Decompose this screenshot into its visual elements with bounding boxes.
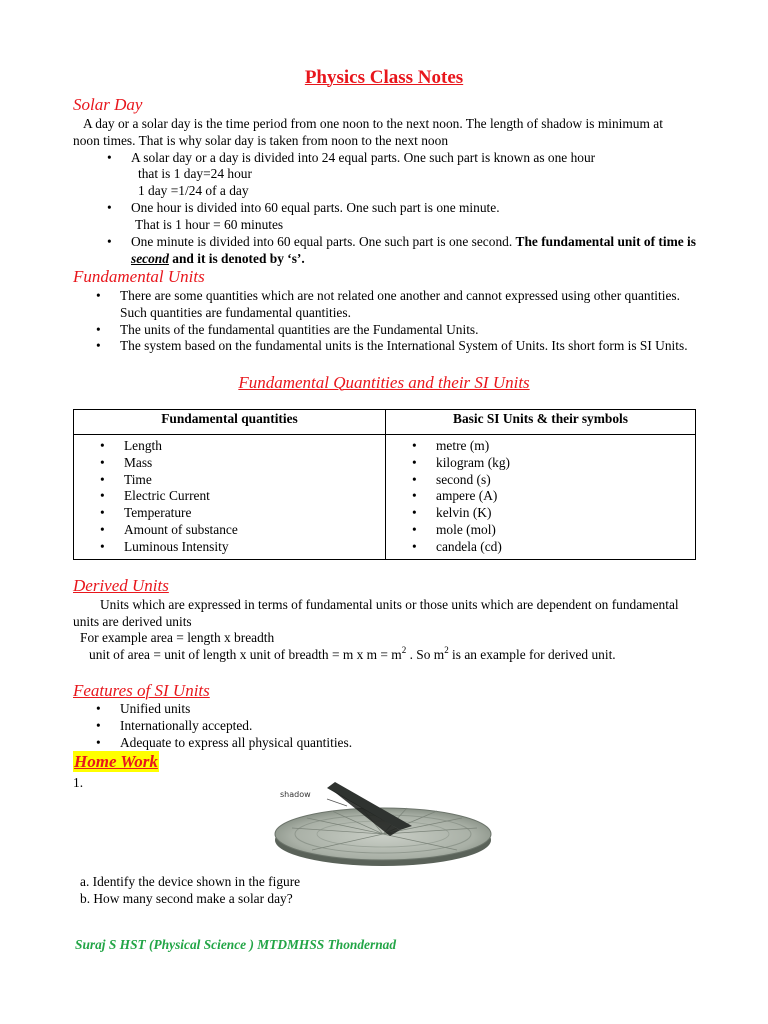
list-item: • ampere (A) bbox=[412, 488, 498, 504]
list-item: • Mass bbox=[100, 454, 153, 470]
solar-day-list bbox=[107, 150, 701, 167]
homework-number: 1. bbox=[73, 775, 84, 790]
table-header-units: Basic SI Units & their symbols bbox=[386, 410, 696, 435]
question-a: a. Identify the device shown in the figure bbox=[80, 874, 301, 889]
list-item: • second (s) bbox=[412, 471, 491, 487]
list-item: • Electric Current bbox=[100, 488, 210, 504]
list-item: • Length bbox=[100, 438, 162, 453]
derived-example-unit: unit of area = unit of length x unit of breadth = m x $m = m^2$ . So $m^2$ is an example for derived unit. bbox=[89, 645, 616, 662]
list-item: • kelvin (K) bbox=[412, 505, 492, 521]
quantities-cell bbox=[74, 435, 386, 560]
list-item: • kilogram (kg) bbox=[412, 454, 511, 470]
units-cell bbox=[386, 435, 696, 560]
bullet: • bbox=[107, 150, 112, 165]
solar-day-intro: A day or a solar day is the time period from one noon to the next noon. The length of shadow is minimum at noon times. That is why solar day is taken from noon to the next noon bbox=[73, 116, 663, 148]
sundial-image bbox=[272, 778, 494, 870]
bullet: • bbox=[96, 321, 101, 337]
si-units-table bbox=[73, 409, 696, 560]
solar-day-heading: Solar Day bbox=[73, 95, 143, 114]
list-item: • There are some quantities which are not related one another and cannot expressed using other quantities. Such quantities are fundamental quantities. bbox=[96, 288, 680, 320]
list-item: • Temperature bbox=[100, 505, 192, 521]
footer-author: Suraj S HST (Physical Science ) MTDMHSS Thondernad bbox=[75, 937, 397, 952]
derived-units-para: Units which are expressed in terms of fundamental units or those units which are dependent on fundamental units are derived units bbox=[73, 597, 679, 629]
table-header-quantities: Fundamental quantities bbox=[74, 410, 386, 435]
shadow-label: shadow bbox=[280, 790, 311, 799]
list-item: • Luminous Intensity bbox=[100, 538, 229, 554]
bullet: • bbox=[96, 338, 101, 354]
list-item: • Time bbox=[100, 471, 152, 487]
solar-day-line: 1 day =1/24 of a day bbox=[138, 183, 249, 198]
list-item: • The system based on the fundamental units is the International System of Units. Its short form is SI Units. bbox=[96, 338, 688, 354]
second-word: second bbox=[131, 250, 169, 266]
list-item: • Internationally accepted. bbox=[96, 717, 253, 733]
page-title: Physics Class Notes bbox=[304, 67, 464, 88]
list-item: • candela (cd) bbox=[412, 538, 502, 554]
solar-day-list bbox=[107, 200, 701, 217]
list-item: • mole (mol) bbox=[412, 521, 496, 537]
table-heading: Fundamental Quantities and their SI Units bbox=[238, 373, 530, 392]
solar-day-list bbox=[107, 234, 701, 268]
list-item: • The units of the fundamental quantities are the Fundamental Units. bbox=[96, 321, 479, 337]
question-b: b. How many second make a solar day? bbox=[80, 891, 293, 906]
bullet: • bbox=[107, 200, 112, 215]
list-item: • One minute is divided into 60 equal parts. One such part is one second. The fundamental unit of time is second and it is denoted by ‘s’. bbox=[107, 234, 696, 266]
features-list bbox=[96, 701, 680, 751]
homework-heading: Home Work bbox=[74, 752, 158, 771]
features-heading: Features of SI Units bbox=[73, 681, 210, 700]
bullet: • bbox=[96, 288, 101, 303]
list-item: • Unified units bbox=[96, 701, 191, 716]
solar-day-line: that is 1 day=24 hour bbox=[138, 166, 252, 181]
derived-units-heading: Derived Units bbox=[73, 576, 169, 595]
list-item: • A solar day or a day is divided into 24 equal parts. One such part is known as one hour bbox=[107, 150, 596, 165]
list-item: • Amount of substance bbox=[100, 521, 238, 537]
fundamental-units-list bbox=[96, 288, 690, 355]
solar-day-line: That is 1 hour = 60 minutes bbox=[135, 217, 284, 232]
bullet: • bbox=[107, 234, 112, 249]
derived-example: For example area = length x breadth bbox=[80, 630, 275, 645]
list-item: • Adequate to express all physical quantities. bbox=[96, 734, 353, 750]
fundamental-units-heading: Fundamental Units bbox=[73, 267, 205, 286]
list-item: • One hour is divided into 60 equal parts. One such part is one minute. bbox=[107, 200, 500, 215]
list-item: • metre (m) bbox=[412, 438, 490, 453]
